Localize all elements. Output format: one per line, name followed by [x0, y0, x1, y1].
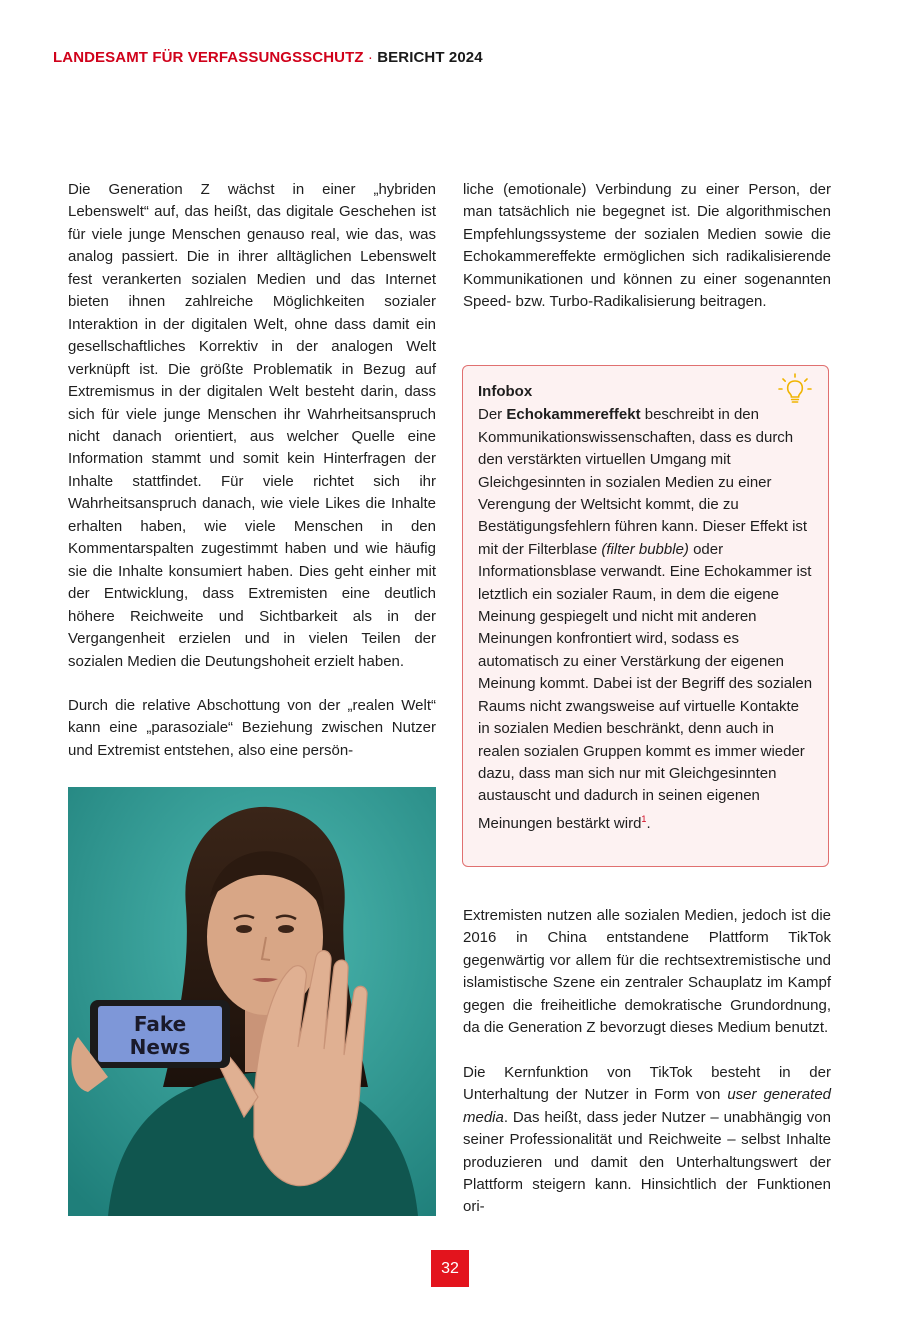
- phone-text-fake: Fake: [133, 1012, 187, 1036]
- body-paragraph: Durch die relative Abschottung von der „realen Welt“ kann eine „parasoziale“ Beziehung zwischen Nutzer und Extremist entstehen, also eine persön-: [68, 696, 436, 759]
- infobox-text-continued: oder Informationsblase verwandt. Eine Echokammer ist letztlich ein sozialer Raum, in dem die eigene Meinung gespiegelt und nicht mit anderen Meinungen konfrontiert wird, sodass es automatisch zu einer Verstärkung der eigenen Meinung kommt. Dabei ist der Begriff des sozialen Raums nicht zwangsweise auf virtuelle Kontakte in sozialen Medien beschränkt, denn auch in realen sozialen Gruppen kommt es immer wieder dazu, dass man sich nur mit Gleichgesinnten austauscht und dadurch in seinen eigenen Meinungen bestärkt wird: [478, 540, 813, 832]
- infobox-text-start: Der: [478, 406, 507, 424]
- running-header: [53, 49, 483, 66]
- paragraph-italic-term: user generated media: [463, 1086, 831, 1126]
- footnote-marker: 1: [641, 813, 647, 824]
- paragraph-text-start: Die Kernfunktion von TikTok besteht in der Unterhaltung der Nutzer in Form von: [463, 1063, 831, 1104]
- header-organization: LANDESAMT FÜR VERFASSUNGSSCHUTZ: [53, 49, 364, 66]
- photo-woman-fake-news: [68, 787, 436, 1216]
- page-number-badge: 32: [431, 1250, 469, 1287]
- paragraph-text-end: . Das heißt, dass jeder Nutzer – unabhängig von seiner Professionalität und Reichweite – selbst Inhalte produzieren und damit den Unterhaltungswert der Plattform steigern kann. Hinsichtlich der Funktionen ori-: [463, 1108, 831, 1216]
- right-column-top: [463, 179, 831, 314]
- photo-illustration: [68, 787, 436, 1216]
- header-separator: ·: [363, 49, 378, 66]
- body-paragraph-2: [463, 1062, 831, 1219]
- left-column: [68, 179, 436, 762]
- infobox-bold-term: Echokammereffekt: [506, 406, 641, 424]
- infobox-text-middle: beschreibt in den Kommunikationswissenschaften, dass es durch den verstärkten virtuellen Umgang mit Gleichgesinnten in sozialen Medien zu einer Verengung der Weltsicht kommt, die zu Bestätigungsfehlern führen kann. Dieser Effekt ist mit der Filterblase: [478, 406, 808, 558]
- body-paragraph: Die Generation Z wächst in einer „hybriden Lebenswelt“ auf, das heißt, das digitale Geschehen ist für viele junge Menschen genauso real, wie das, was analog passiert. Die in ihrer alltäglichen Lebenswelt fest verankerten sozialen Medien und das Internet bieten ihnen zahlreiche Möglichkeiten sozialer Interaktion in der digitalen Welt, ohne dass damit ein gesellschaftliches Korrektiv in der analogen Welt verknüpft ist. Die größte Problematik in Bezug auf Extremismus in der digitalen Welt besteht darin, dass sich für viele junge Menschen ihr Wahrheitsanspruch nicht danach orientiert, aus welcher Quelle eine Information stammt und somit kein Hinterfragen der Inhalte stattfindet. Für viele richtet sich ihr Wahrheitsanspruch danach, wie viele Likes die Inhalte erhalten haben, wie viele Menschen in den Kommentarspalten zugestimmt haben und wie häufig sie die Inhalte konsumiert haben. Dies geht einher mit der Entwicklung, dass Extremisten eine deutlich höhere Reichweite und Sichtbarkeit als in der Vergangenheit erzielen und in vielen Teilen der sozialen Medien die Deutungshoheit erzielt haben.: [68, 181, 436, 670]
- infobox-italic-term: (filter bubble): [601, 540, 689, 558]
- infobox-text-end: .: [646, 814, 651, 832]
- infobox-text: [478, 404, 814, 835]
- phone-text-news: News: [129, 1035, 191, 1059]
- lightbulb-icon: [778, 373, 812, 407]
- infobox-title: Infobox: [478, 383, 533, 400]
- body-paragraph: liche (emotionale) Verbindung zu einer Person, der man tatsächlich nie begegnet ist. Die algorithmischen Empfehlungssysteme der sozialen Medien sowie die Echokammereffekte ermöglichen sich radikalisierende Kommunikationen und können zu einer sogenannten Speed- bzw. Turbo-Radikalisierung beitragen.: [463, 181, 831, 311]
- header-report-title: BERICHT 2024: [377, 49, 483, 66]
- infobox: [462, 365, 829, 867]
- right-column-bottom: [463, 905, 831, 1219]
- body-paragraph: Extremisten nutzen alle sozialen Medien, jedoch ist die 2016 in China entstandene Plattform TikTok gegenwärtig vor allem für die rechtsextremistische und islamistische Szene ein zentraler Schauplatz im Kampf gegen die freiheitliche demokratische Grundordnung, da die Generation Z bevorzugt dieses Medium benutzt.: [463, 907, 831, 1037]
